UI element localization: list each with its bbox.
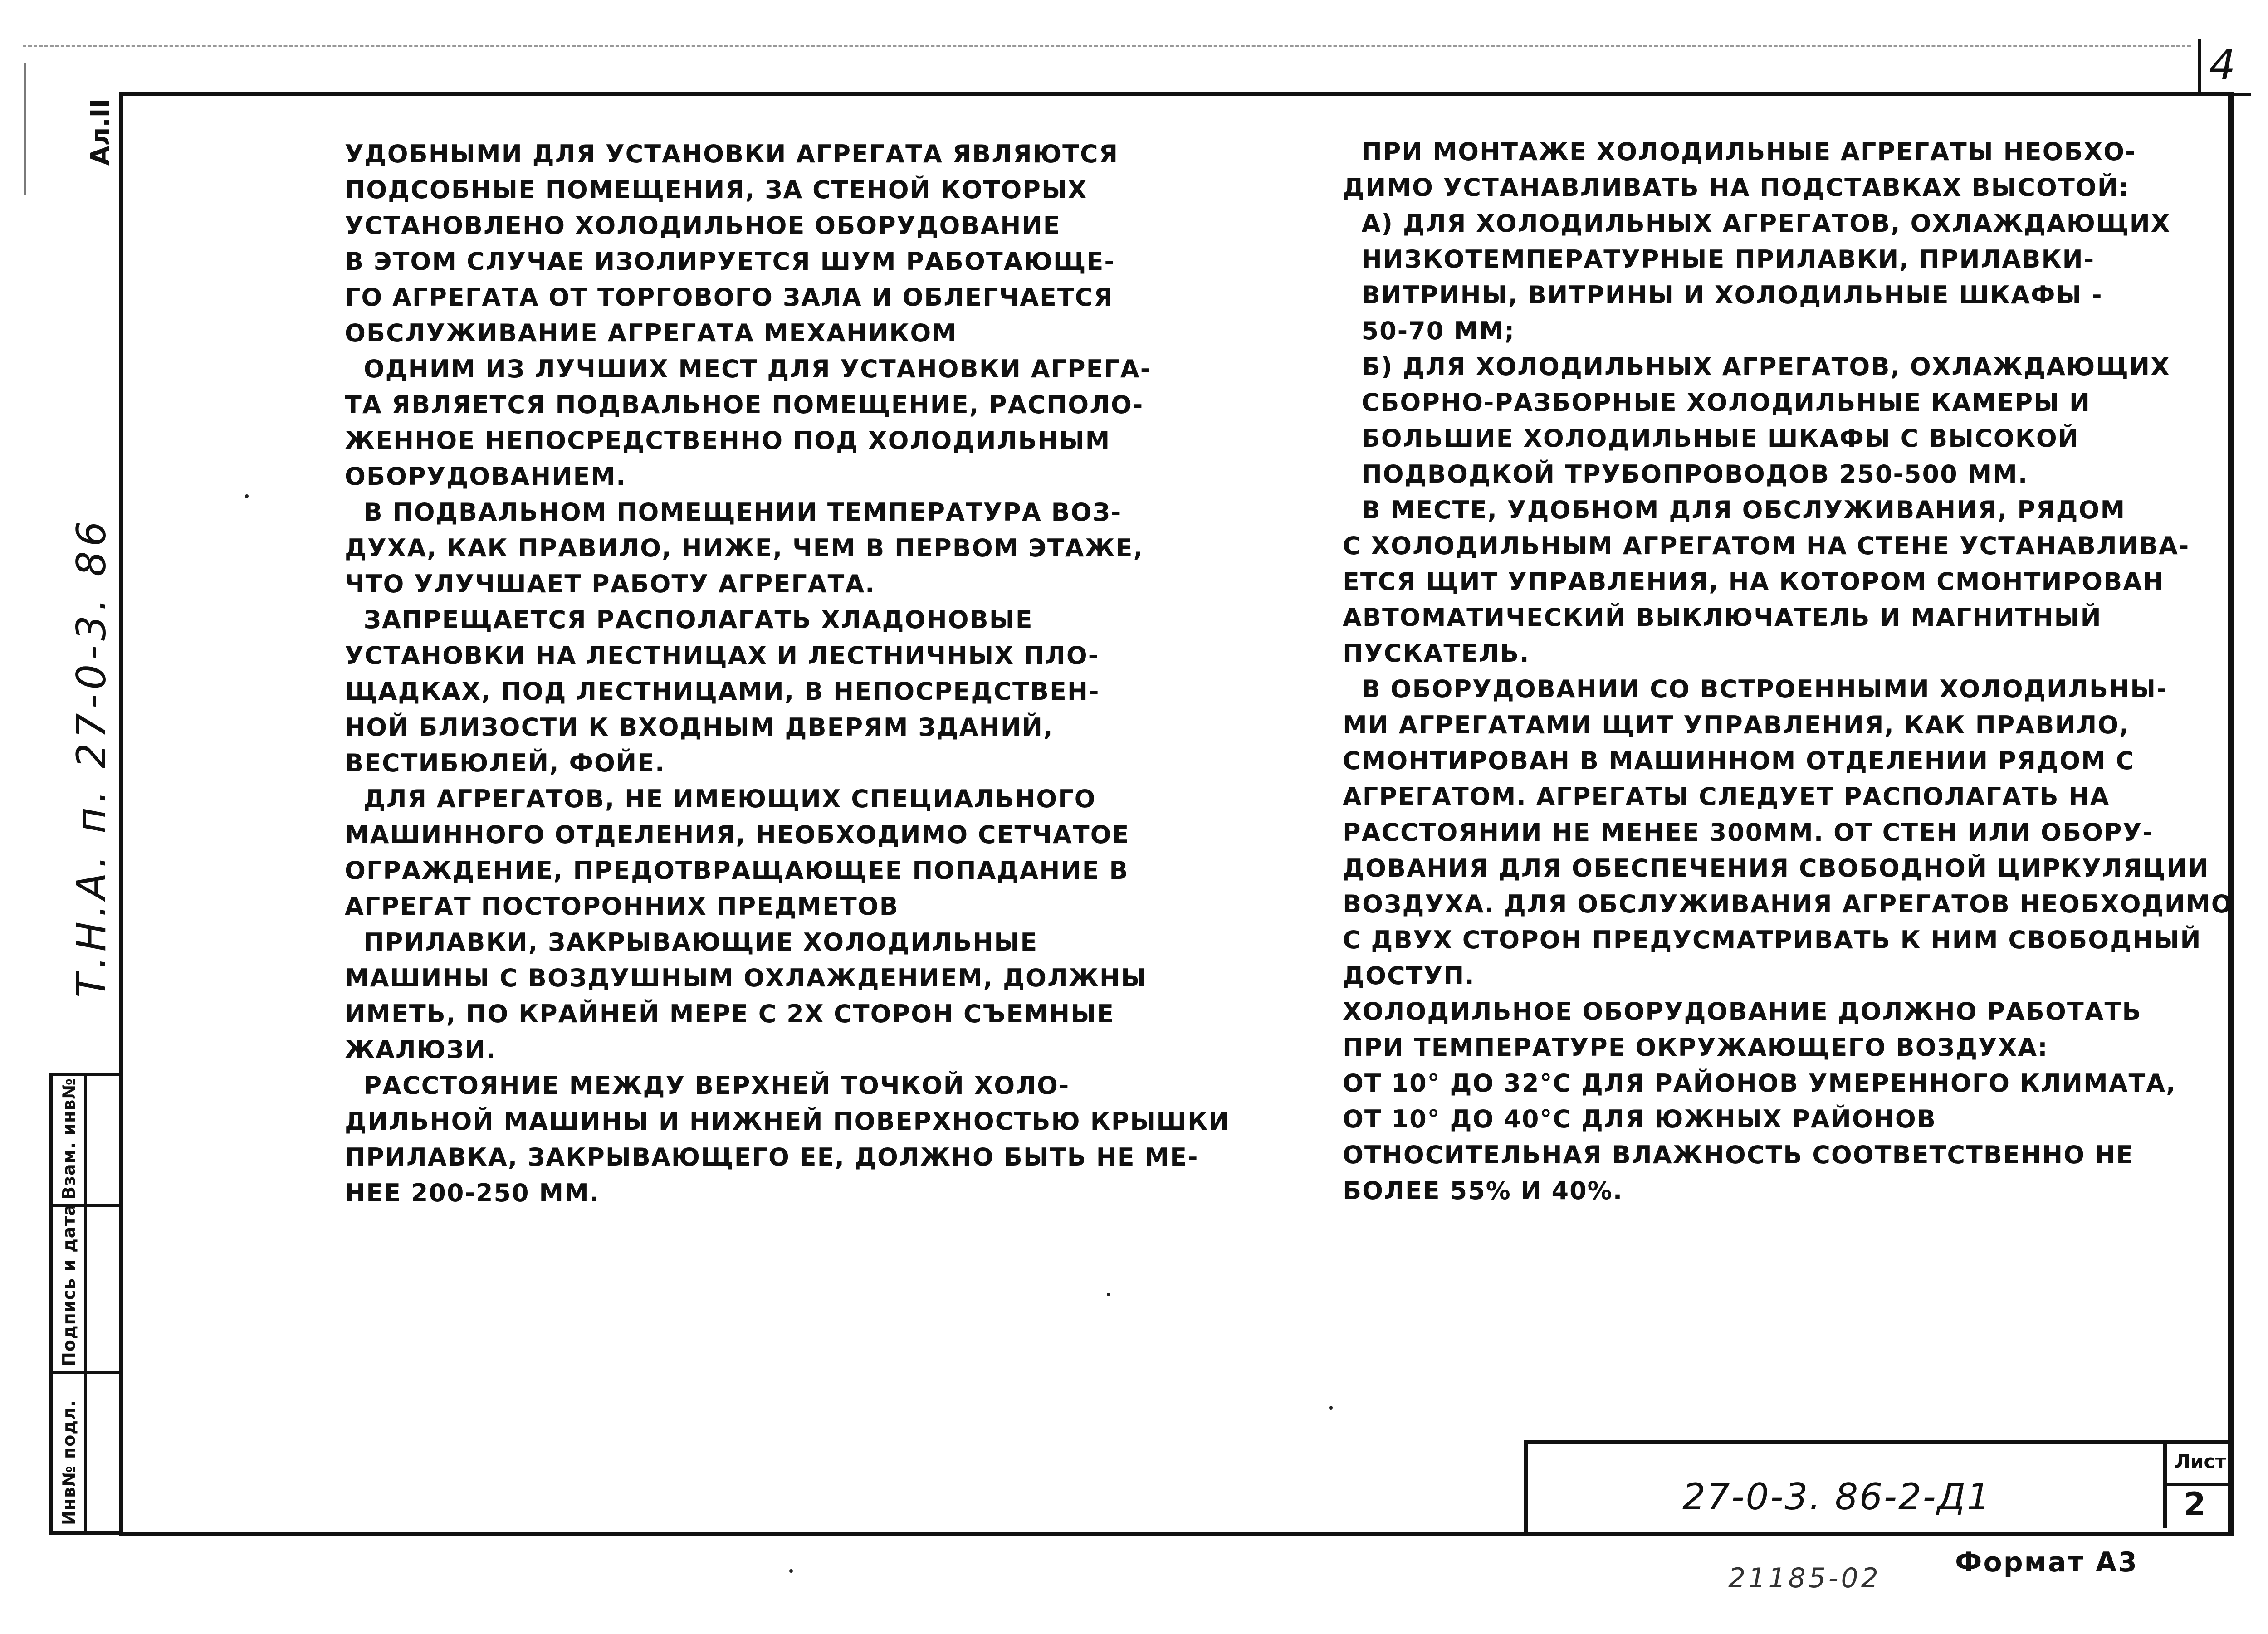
text-line: ОДНИМ ИЗ ЛУЧШИХ МЕСТ ДЛЯ УСТАНОВКИ АГРЕГА- (345, 355, 1152, 383)
text-line: БОЛЕЕ 55% И 40%. (1343, 1176, 1623, 1205)
text-line: НЕЕ 200-250 ММ. (345, 1179, 600, 1207)
text-line: ГО АГРЕГАТА ОТ ТОРГОВОГО ЗАЛА И ОБЛЕГЧАЕТСЯ (345, 283, 1114, 312)
text-line: ПОДСОБНЫЕ ПОМЕЩЕНИЯ, ЗА СТЕНОЙ КОТОРЫХ (345, 176, 1088, 204)
text-line: ОБОРУДОВАНИЕМ. (345, 462, 626, 491)
text-line: Б) ДЛЯ ХОЛОДИЛЬНЫХ АГРЕГАТОВ, ОХЛАЖДАЮЩИХ (1343, 352, 2170, 381)
text-line: 50-70 ММ; (1343, 317, 1515, 345)
text-line: В ПОДВАЛЬНОМ ПОМЕЩЕНИИ ТЕМПЕРАТУРА ВОЗ- (345, 498, 1122, 527)
title-block-divider (2163, 1483, 2229, 1486)
text-line: ПУСКАТЕЛЬ. (1343, 639, 1530, 668)
text-line: ОТ 10° ДО 32°С ДЛЯ РАЙОНОВ УМЕРЕННОГО КЛИМАТА, (1343, 1069, 2176, 1097)
album-label (83, 100, 115, 168)
text-line: МАШИННОГО ОТДЕЛЕНИЯ, НЕОБХОДИМО СЕТЧАТОЕ (345, 820, 1130, 849)
text-line: СБОРНО-РАЗБОРНЫЕ ХОЛОДИЛЬНЫЕ КАМЕРЫ И (1343, 388, 2091, 417)
text-line: АВТОМАТИЧЕСКИЙ ВЫКЛЮЧАТЕЛЬ И МАГНИТНЫЙ (1343, 603, 2102, 632)
text-line: ВИТРИНЫ, ВИТРИНЫ И ХОЛОДИЛЬНЫЕ ШКАФЫ - (1343, 281, 2103, 309)
text-line: РАССТОЯНИЕ МЕЖДУ ВЕРХНЕЙ ТОЧКОЙ ХОЛО- (345, 1071, 1070, 1100)
text-line: УСТАНОВКИ НА ЛЕСТНИЦАХ И ЛЕСТНИЧНЫХ ПЛО- (345, 641, 1100, 670)
text-line: ОГРАЖДЕНИЕ, ПРЕДОТВРАЩАЮЩЕЕ ПОПАДАНИЕ В (345, 856, 1129, 885)
text-line: УДОБНЫМИ ДЛЯ УСТАНОВКИ АГРЕГАТА ЯВЛЯЮТСЯ (345, 140, 1119, 168)
stamp-signature-date: Подпись и дата (59, 1203, 79, 1366)
stamp-divider (84, 1076, 87, 1531)
text-line: ПРИ МОНТАЖЕ ХОЛОДИЛЬНЫЕ АГРЕГАТЫ НЕОБХО- (1343, 137, 2136, 166)
text-line: ПРИЛАВКА, ЗАКРЫВАЮЩЕГО ЕЕ, ДОЛЖНО БЫТЬ НЕ МЕ- (345, 1143, 1199, 1171)
text-line: ХОЛОДИЛЬНОЕ ОБОРУДОВАНИЕ ДОЛЖНО РАБОТАТЬ (1343, 997, 2142, 1026)
album-label-text: Ал.II (86, 98, 115, 166)
text-line: С ДВУХ СТОРОН ПРЕДУСМАТРИВАТЬ К НИМ СВОБОДНЫЙ (1343, 926, 2202, 954)
text-line: ОТНОСИТЕЛЬНАЯ ВЛАЖНОСТЬ СООТВЕТСТВЕННО НЕ (1343, 1141, 2134, 1169)
text-line: ПОДВОДКОЙ ТРУБОПРОВОДОВ 250-500 ММ. (1343, 460, 2028, 488)
sheet-label: Лист (2175, 1450, 2226, 1473)
left-text-column (345, 136, 1230, 1211)
text-line: ДУХА, КАК ПРАВИЛО, НИЖЕ, ЧЕМ В ПЕРВОМ ЭТАЖЕ, (345, 534, 1144, 562)
text-line: ДОСТУП. (1343, 961, 1475, 990)
text-line: УСТАНОВЛЕНО ХОЛОДИЛЬНОЕ ОБОРУДОВАНИЕ (345, 211, 1061, 240)
text-line: ВОЗДУХА. ДЛЯ ОБСЛУЖИВАНИЯ АГРЕГАТОВ НЕОБХОДИМО (1343, 890, 2233, 918)
text-line: СМОНТИРОВАН В МАШИННОМ ОТДЕЛЕНИИ РЯДОМ С (1343, 746, 2135, 775)
text-line: МАШИНЫ С ВОЗДУШНЫМ ОХЛАЖДЕНИЕМ, ДОЛЖНЫ (345, 964, 1148, 992)
text-line: В МЕСТЕ, УДОБНОМ ДЛЯ ОБСЛУЖИВАНИЯ, РЯДОМ (1343, 496, 2126, 524)
corner-page-number: 4 (2209, 41, 2236, 89)
text-line: ДИМО УСТАНАВЛИВАТЬ НА ПОДСТАВКАХ ВЫСОТОЙ: (1343, 173, 2130, 202)
text-line: ПРИ ТЕМПЕРАТУРЕ ОКРУЖАЮЩЕГО ВОЗДУХА: (1343, 1033, 2048, 1062)
text-line: БОЛЬШИЕ ХОЛОДИЛЬНЫЕ ШКАФЫ С ВЫСОКОЙ (1343, 424, 2079, 453)
scan-speck (789, 1569, 793, 1573)
format-label: Формат А3 (1955, 1546, 2139, 1578)
text-line: ЖАЛЮЗИ. (345, 1035, 497, 1064)
stamp-inv-original: Инв№ подл. (59, 1400, 79, 1525)
text-line: В ЭТОМ СЛУЧАЕ ИЗОЛИРУЕТСЯ ШУМ РАБОТАЮЩЕ- (345, 247, 1115, 276)
title-block (1524, 1440, 2229, 1532)
text-line: МИ АГРЕГАТАМИ ЩИТ УПРАВЛЕНИЯ, КАК ПРАВИЛО, (1343, 711, 2130, 739)
text-line: ЧТО УЛУЧШАЕТ РАБОТУ АГРЕГАТА. (345, 570, 875, 598)
stamp-replacement-inv: Взам. инв№ (59, 1078, 79, 1200)
stamp-divider (53, 1371, 122, 1374)
text-line: ЗАПРЕЩАЕТСЯ РАСПОЛАГАТЬ ХЛАДОНОВЫЕ (345, 605, 1033, 634)
text-line: ДОВАНИЯ ДЛЯ ОБЕСПЕЧЕНИЯ СВОБОДНОЙ ЦИРКУЛЯЦИИ (1343, 854, 2209, 883)
text-line: НИЗКОТЕМПЕРАТУРНЫЕ ПРИЛАВКИ, ПРИЛАВКИ- (1343, 245, 2095, 273)
text-line: РАССТОЯНИИ НЕ МЕНЕЕ 300ММ. ОТ СТЕН ИЛИ ОБОРУ- (1343, 818, 2154, 847)
text-line: АГРЕГАТОМ. АГРЕГАТЫ СЛЕДУЕТ РАСПОЛАГАТЬ НА (1343, 782, 2110, 811)
text-line: ЕТСЯ ЩИТ УПРАВЛЕНИЯ, НА КОТОРОМ СМОНТИРОВАН (1343, 567, 2165, 596)
scan-edge-mark (24, 63, 26, 195)
text-line: ЩАДКАХ, ПОД ЛЕСТНИЦАМИ, В НЕПОСРЕДСТВЕН- (345, 677, 1100, 706)
text-line: ДЛЯ АГРЕГАТОВ, НЕ ИМЕЮЩИХ СПЕЦИАЛЬНОГО (345, 785, 1096, 813)
text-line: ТА ЯВЛЯЕТСЯ ПОДВАЛЬНОЕ ПОМЕЩЕНИЕ, РАСПОЛО- (345, 390, 1144, 419)
vertical-doc-code-text: Т.Н.А. п. 27-0-3. 86 (68, 517, 115, 998)
sheet-number: 2 (2184, 1486, 2206, 1523)
text-line: ОБСЛУЖИВАНИЕ АГРЕГАТА МЕХАНИКОМ (345, 319, 958, 347)
margin-stamp (49, 1073, 122, 1535)
text-line: АГРЕГАТ ПОСТОРОННИХ ПРЕДМЕТОВ (345, 892, 899, 921)
title-block-divider (2163, 1444, 2167, 1528)
document-code: 27-0-3. 86-2-Д1 (1682, 1476, 1992, 1518)
text-line: ОТ 10° ДО 40°С ДЛЯ ЮЖНЫХ РАЙОНОВ (1343, 1105, 1936, 1133)
right-text-column (1343, 134, 2233, 1209)
text-line: А) ДЛЯ ХОЛОДИЛЬНЫХ АГРЕГАТОВ, ОХЛАЖДАЮЩИХ (1343, 209, 2171, 238)
inventory-number: 21185-02 (1728, 1562, 1881, 1594)
text-line: ПРИЛАВКИ, ЗАКРЫВАЮЩИЕ ХОЛОДИЛЬНЫЕ (345, 928, 1038, 956)
scan-edge-line (23, 45, 2191, 47)
text-line: ИМЕТЬ, ПО КРАЙНЕЙ МЕРЕ С 2Х СТОРОН СЪЕМНЫЕ (345, 1000, 1114, 1028)
text-line: С ХОЛОДИЛЬНЫМ АГРЕГАТОМ НА СТЕНЕ УСТАНАВЛИВА- (1343, 532, 2190, 560)
text-line: ВЕСТИБЮЛЕЙ, ФОЙЕ. (345, 749, 665, 777)
text-line: НОЙ БЛИЗОСТИ К ВХОДНЫМ ДВЕРЯМ ЗДАНИЙ, (345, 713, 1054, 741)
text-line: В ОБОРУДОВАНИИ СО ВСТРОЕННЫМИ ХОЛОДИЛЬНЫ- (1343, 675, 2168, 703)
text-line: ЖЕННОЕ НЕПОСРЕДСТВЕННО ПОД ХОЛОДИЛЬНЫМ (345, 426, 1111, 455)
text-line: ДИЛЬНОЙ МАШИНЫ И НИЖНЕЙ ПОВЕРХНОСТЬЮ КРЫШКИ (345, 1107, 1230, 1136)
